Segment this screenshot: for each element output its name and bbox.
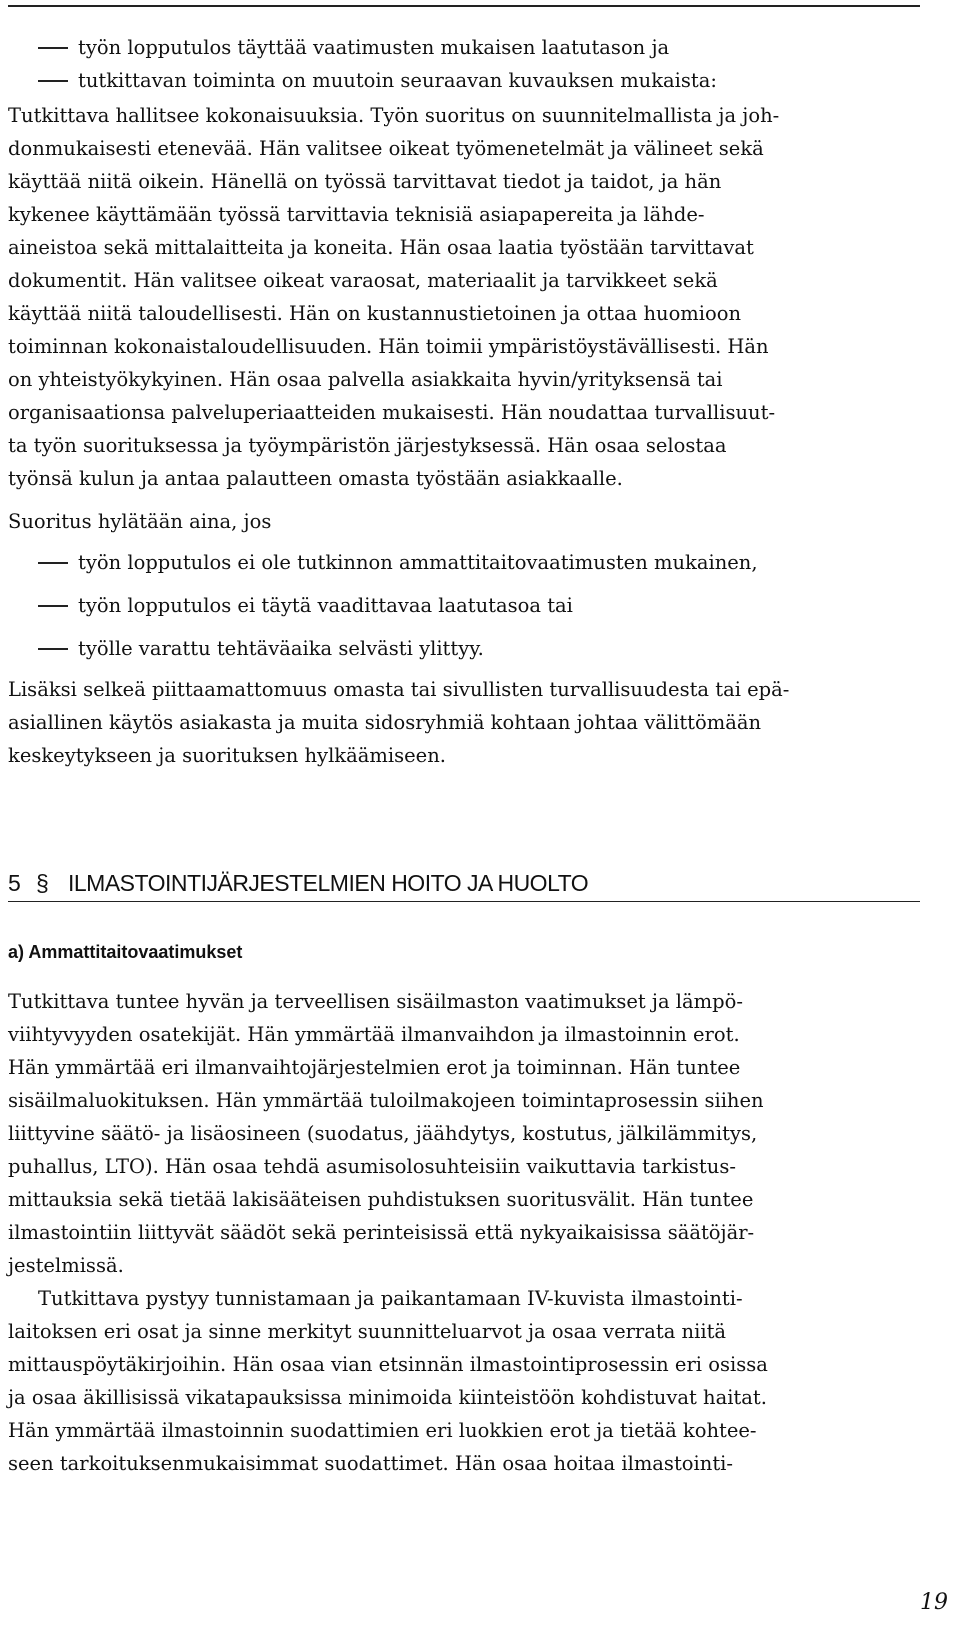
- paragraph-identification: [8, 1282, 920, 1480]
- text-line: on yhteistyökykyinen. Hän osaa palvella asiakkaita hyvin/yrityksensä tai: [8, 368, 723, 391]
- dash-bullet: [38, 80, 68, 82]
- text-line: Tutkittava hallitsee kokonaisuuksia. Työn suoritus on suunnitelmallista ja joh-: [8, 104, 780, 127]
- text-line: mittauksia sekä tietää lakisääteisen puhdistuksen suoritusvälit. Hän tuntee: [8, 1188, 754, 1211]
- text-line: Tutkittava tuntee hyvän ja terveellisen sisäilmaston vaatimukset ja lämpö-: [8, 990, 743, 1013]
- section-heading: [8, 870, 920, 902]
- text-line: liittyvine säätö- ja lisäosineen (suodatus, jäähdytys, kostutus, jälkilämmitys,: [8, 1122, 758, 1145]
- text-line: kykenee käyttämään työssä tarvittavia teknisiä asiapapereita ja lähde-: [8, 203, 705, 226]
- list-item: [8, 589, 920, 622]
- list-item-text: työlle varattu tehtäväaika selvästi ylittyy.: [78, 637, 484, 660]
- text-line: Hän ymmärtää ilmastoinnin suodattimien eri luokkien erot ja tietää kohtee-: [8, 1419, 757, 1442]
- text-line: käyttää niitä oikein. Hänellä on työssä tarvittavat tiedot ja taidot, ja hän: [8, 170, 722, 193]
- list-item: [8, 31, 920, 64]
- text-line: aineistoa sekä mittalaitteita ja koneita. Hän osaa laatia työstään tarvittavat: [8, 236, 754, 259]
- text-line: käyttää niitä taloudellisesti. Hän on kustannustietoinen ja ottaa huomioon: [8, 302, 742, 325]
- text-line: seen tarkoituksenmukaisimmat suodattimet. Hän osaa hoitaa ilmastointi-: [8, 1452, 733, 1475]
- dash-bullet: [38, 562, 68, 564]
- paragraph-requirements: [8, 985, 920, 1282]
- section-title: ILMASTOINTIJÄRJESTELMIEN HOITO JA HUOLTO: [68, 870, 589, 896]
- list-item-text: tutkittavan toiminta on muutoin seuraavan kuvauksen mukaista:: [78, 69, 717, 92]
- section-title-row: [8, 870, 920, 897]
- text-line: donmukaisesti etenevää. Hän valitsee oikeat työmenetelmät ja välineet sekä: [8, 137, 764, 160]
- text-line: Hän ymmärtää eri ilmanvaihtojärjestelmien erot ja toiminnan. Hän tuntee: [8, 1056, 741, 1079]
- text-line: asiallinen käytös asiakasta ja muita sidosryhmiä kohtaan johtaa välittömään: [8, 711, 762, 734]
- section-number: 5: [8, 870, 21, 896]
- list-item-text: työn lopputulos ei ole tutkinnon ammattitaitovaatimusten mukainen,: [78, 551, 758, 574]
- page-number: 19: [920, 1590, 948, 1615]
- list-item: [8, 632, 920, 665]
- list-item-text: työn lopputulos täyttää vaatimusten mukaisen laatutason ja: [78, 36, 670, 59]
- text-line: organisaationsa palveluperiaatteiden mukaisesti. Hän noudattaa turvallisuut-: [8, 401, 776, 424]
- text-line: dokumentit. Hän valitsee oikeat varaosat, materiaalit ja tarvikkeet sekä: [8, 269, 718, 292]
- criteria-list: [8, 31, 920, 97]
- text-line: mittauspöytäkirjoihin. Hän osaa vian etsinnän ilmastointiprosessin eri osissa: [8, 1353, 768, 1376]
- text-line: Lisäksi selkeä piittaamattomuus omasta tai sivullisten turvallisuudesta tai epä-: [8, 678, 790, 701]
- page-content: [8, 0, 920, 1480]
- text-line: keskeytykseen ja suorituksen hylkäämiseen.: [8, 744, 446, 767]
- text-line: ilmastointiin liittyvät säädöt sekä perinteisissä että nykyaikaisissa säätöjär-: [8, 1221, 755, 1244]
- text-line: puhallus, LTO). Hän osaa tehdä asumisolosuhteisiin vaikuttavia tarkistus-: [8, 1155, 736, 1178]
- text-line: laitoksen eri osat ja sinne merkityt suunnitteluarvot ja osaa verrata niitä: [8, 1320, 727, 1343]
- dash-bullet: [38, 47, 68, 49]
- rejection-intro: Suoritus hylätään aina, jos: [8, 510, 272, 533]
- dash-bullet: [38, 605, 68, 607]
- dash-bullet: [38, 648, 68, 650]
- text-line: työnsä kulun ja antaa palautteen omasta työstään asiakkaalle.: [8, 467, 623, 490]
- text-line: ja osaa äkillisissä vikatapauksissa minimoida kiinteistöön kohdistuvat haitat.: [8, 1386, 767, 1409]
- text-line: jestelmissä.: [8, 1254, 124, 1277]
- section-rule: [8, 901, 920, 902]
- list-item: [8, 64, 920, 97]
- text-line: Tutkittava pystyy tunnistamaan ja paikantamaan IV-kuvista ilmastointi-: [38, 1287, 743, 1310]
- text-line: sisäilmaluokituksen. Hän ymmärtää tuloilmakojeen toimintaprosessin siihen: [8, 1089, 764, 1112]
- subheading: a) Ammattitaitovaatimukset: [8, 942, 243, 962]
- paragraph-safety: [8, 673, 920, 772]
- rejection-list: [8, 546, 920, 665]
- paragraph-description: [8, 99, 920, 495]
- text-line: viihtyvyyden osatekijät. Hän ymmärtää ilmanvaihdon ja ilmastoinnin erot.: [8, 1023, 740, 1046]
- text-line: toiminnan kokonaistaloudellisuuden. Hän toimii ympäristöystävällisesti. Hän: [8, 335, 769, 358]
- section-symbol: §: [36, 870, 49, 896]
- text-line: ta työn suorituksessa ja työympäristön järjestyksessä. Hän osaa selostaa: [8, 434, 727, 457]
- list-item: [8, 546, 920, 579]
- list-item-text: työn lopputulos ei täytä vaadittavaa laatutasoa tai: [78, 594, 573, 617]
